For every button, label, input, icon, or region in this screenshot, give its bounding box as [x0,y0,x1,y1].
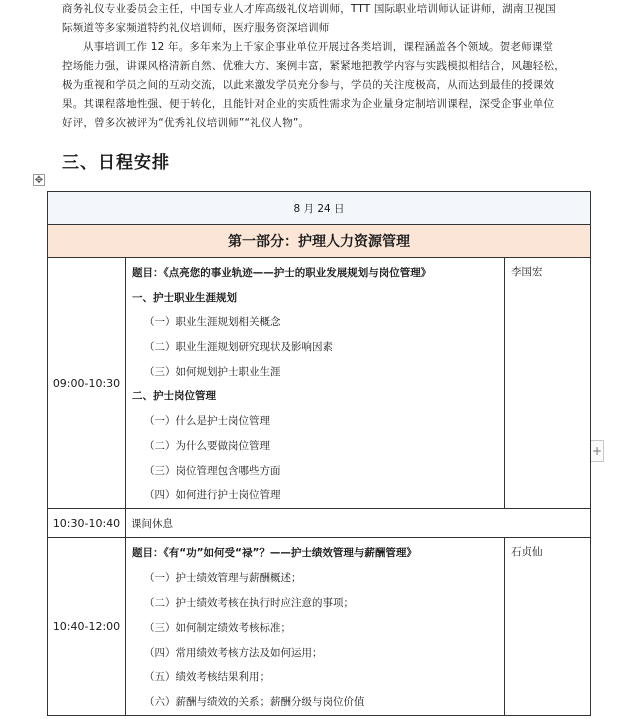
topic-item: （二）护士绩效考核在执行时应注意的事项； [144,596,354,609]
session-time: 10:40-12:00 [48,538,126,716]
part-row [48,225,591,258]
topic-item: （二）职业生涯规划研究现状及影响因素 [144,341,333,354]
session-time: 09:00-10:30 [48,258,126,509]
bio-line: 果。其课程落地性强、便于转化，且能针对企业的实质性需求为企业量身定制培训课程，深受企事业单位 [62,98,555,110]
bio-line: 际频道等多家频道特约礼仪培训师，医疗服务资深培训师 [62,22,330,34]
session-row [48,538,591,716]
session-title: 题目：《点亮您的事业轨迹——护士的职业发展规划与岗位管理》 [132,267,432,279]
date-row [48,192,591,225]
bio-line: 控场能力强，讲课风格清新自然、优雅大方、案例丰富，紧紧地把教学内容与实践模拟相结合，风趣轻松， [62,60,565,72]
bio-line: 极为重视和学员之间的互动交流，以此来激发学员充分参与，学员的关注度极高，从而达到最佳的授课效 [62,79,555,91]
topic-item: （五）绩效考核结果利用； [144,671,270,684]
schedule-table [47,191,591,716]
part-title: 第一部分：护理人力资源管理 [48,225,591,258]
bio-line: 好评，曾多次被评为“优秀礼仪培训师”“礼仪人物”。 [62,117,310,129]
section-heading: 三、日程安排 [62,153,170,173]
bio-line: 商务礼仪专业委员会主任，中国专业人才库高级礼仪培训师，TTT 国际职业培训师认证讲师，湖南卫视国 [62,3,556,15]
break-label: 课间休息 [126,509,591,538]
topic-item: （二）为什么要做岗位管理 [144,439,270,452]
topic-item: （三）岗位管理包含哪些方面 [144,464,281,477]
session-lecturer: 石贞仙 [505,538,591,716]
break-row [48,509,591,538]
topic-item: （三）如何规划护士职业生涯 [144,365,281,378]
topic-item: （六）薪酬与绩效的关系；薪酬分级与岗位价值 [144,696,365,709]
topic-item: （一）护士绩效管理与薪酬概述； [144,571,302,584]
session-content [126,258,505,509]
add-column-icon[interactable]: + [590,440,604,462]
topic-item: （四）如何进行护士岗位管理 [144,489,281,502]
session-title: 题目：《有“功”如何受“禄”？——护士绩效管理与薪酬管理》 [132,547,417,559]
topic-item: （四）常用绩效考核方法及如何运用； [144,646,323,659]
topic-item: （一）什么是护士岗位管理 [144,415,270,428]
topic-item: （一）职业生涯规划相关概念 [144,316,281,329]
schedule-date: 8 月 24 日 [48,192,591,225]
session-row [48,258,591,509]
bio-line: 从事培训工作 12 年。多年来为上千家企事业单位开展过各类培训，课程涵盖各个领域。贺老师课堂 [83,41,554,53]
topic-item: （三）如何制定绩效考核标准； [144,621,291,634]
lecturer-bio [62,0,582,133]
session-content [126,538,505,716]
topic-heading: 二、护士岗位管理 [132,390,216,403]
break-time: 10:30-10:40 [48,509,126,538]
table-move-handle-icon[interactable]: ✥ [34,175,44,186]
session-lecturer: 李国宏 [505,258,591,509]
topic-heading: 一、护士职业生涯规划 [132,291,237,304]
